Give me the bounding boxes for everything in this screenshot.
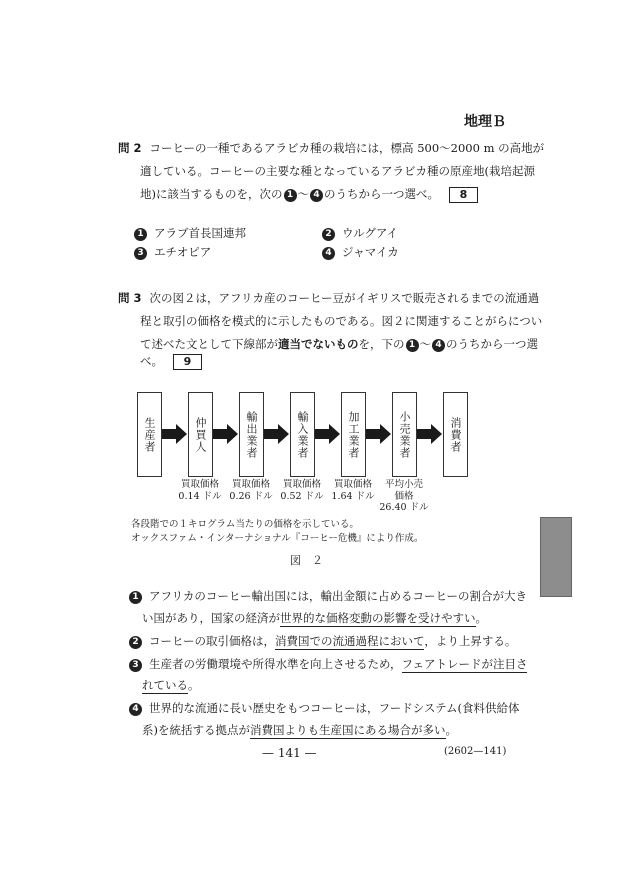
price-retail: 平均小売 価格 26.40 ドル: [379, 479, 429, 513]
price-exporter: 買取価格 0.26 ドル: [229, 479, 273, 502]
underlined-phrase: 消費国よりも生産国にある場合が多い: [250, 723, 446, 737]
price-processor: 買取価格 1.64 ドル: [331, 479, 375, 502]
q2-number: 問 2: [118, 141, 142, 155]
circled-3-icon: 3: [134, 247, 147, 260]
stage-consumer: 消費者: [443, 392, 468, 477]
q2-line-2: 適している。コーヒーの主要な種となっているアラビカ種の原産地(栽培起源: [140, 164, 536, 178]
q3-option-4[interactable]: 4 世界的な流通に長い歴史をもつコーヒーは，フードシステム(食料供給体: [129, 700, 520, 716]
q3-line-2: 程と取引の価格を模式的に示したものである。図２に関連することがらについ: [140, 314, 543, 328]
q2-line-3: 地)に該当するものを，次の 1 〜 4 のうちから一つ選べ。 8: [140, 186, 478, 203]
q3-answer-box[interactable]: 9: [173, 354, 203, 370]
price-importer: 買取価格 0.52 ドル: [280, 479, 324, 502]
stage-importer: 輸入業者: [290, 392, 315, 477]
q3-option-2[interactable]: 2 コーヒーの取引価格は，消費国での流通過程において，より上昇する。: [129, 633, 516, 649]
flow-arrow-icon: [264, 424, 289, 444]
circled-4-icon: 4: [322, 247, 335, 260]
exam-code: (2602—141): [444, 746, 507, 757]
flow-arrow-icon: [315, 424, 340, 444]
circled-2-icon: 2: [322, 228, 335, 241]
circled-1-icon: 1: [284, 189, 297, 202]
q2-line-1: 問 2 コーヒーの一種であるアラビカ種の栽培には，標高 500〜2000 m の高地が: [118, 141, 545, 155]
subject-title: 地理Ｂ: [464, 114, 506, 130]
q2-option-4[interactable]: 4 ジャマイカ: [322, 244, 399, 260]
circled-1-icon: 1: [134, 228, 147, 241]
q3-line-3: て述べた文として下線部が適当でないものを，下の 1 〜 4 のうちから一つ選: [140, 337, 538, 351]
figure-label: 図 ２: [290, 554, 323, 567]
q3-option-3[interactable]: 3 生産者の労働環境や所得水準を向上させるため，フェアトレードが注目さ: [129, 656, 527, 672]
figure-source: オックスファム・インターナショナル『コーヒー危機』により作成。: [131, 533, 424, 544]
q3-line-1: 問 3 次の図２は，アフリカ産のコーヒー豆がイギリスで販売されるまでの流通過: [118, 291, 540, 305]
q3-option-3-cont: れている。: [142, 678, 200, 692]
flow-arrow-icon: [366, 424, 391, 444]
circled-4-icon: 4: [310, 189, 323, 202]
q3-option-1[interactable]: 1 アフリカのコーヒー輸出国には，輸出金額に占めるコーヒーの割合が大き: [129, 588, 527, 604]
underlined-phrase: れている: [142, 678, 188, 692]
stage-producer: 生産者: [137, 392, 162, 477]
page-number: — 141 —: [262, 746, 317, 760]
q2-option-2[interactable]: 2 ウルグアイ: [322, 225, 398, 241]
q3-number: 問 3: [118, 291, 142, 305]
flow-arrow-icon: [417, 424, 442, 444]
circled-3-icon: 3: [129, 659, 142, 672]
q3-option-4-cont: 系)を統括する拠点が消費国よりも生産国にある場合が多い。: [142, 723, 457, 737]
q3-line-4: べ。 9: [140, 353, 202, 370]
circled-1-icon: 1: [129, 591, 142, 604]
circled-4-icon: 4: [129, 703, 142, 716]
side-index-tab: [540, 517, 572, 597]
underlined-phrase: 消費国での流通過程において: [275, 634, 425, 648]
stage-exporter: 輸出業者: [239, 392, 264, 477]
stage-middleman: 仲買人: [188, 392, 213, 477]
q3-option-1-cont: い国があり，国家の経済が世界的な価格変動の影響を受けやすい。: [142, 611, 487, 625]
flow-arrow-icon: [213, 424, 238, 444]
emphasis-not-appropriate: 適当でないもの: [278, 337, 359, 351]
price-middleman: 買取価格 0.14 ドル: [178, 479, 222, 502]
stage-retailer: 小売業者: [392, 392, 417, 477]
q2-option-3[interactable]: 3 エチオピア: [134, 244, 211, 260]
circled-4-icon: 4: [432, 339, 445, 352]
q2-answer-box[interactable]: 8: [449, 187, 479, 203]
figure-note: 各段階での１キログラム当たりの価格を示している。: [131, 519, 359, 530]
circled-2-icon: 2: [129, 636, 142, 649]
underlined-phrase: 世界的な価格変動の影響を受けやすい: [280, 611, 476, 625]
q2-option-1[interactable]: 1 アラブ首長国連邦: [134, 225, 246, 241]
circled-1-icon: 1: [406, 339, 419, 352]
underlined-phrase: フェアトレードが注目さ: [401, 657, 528, 671]
flow-arrow-icon: [162, 424, 187, 444]
stage-processor: 加工業者: [341, 392, 366, 477]
